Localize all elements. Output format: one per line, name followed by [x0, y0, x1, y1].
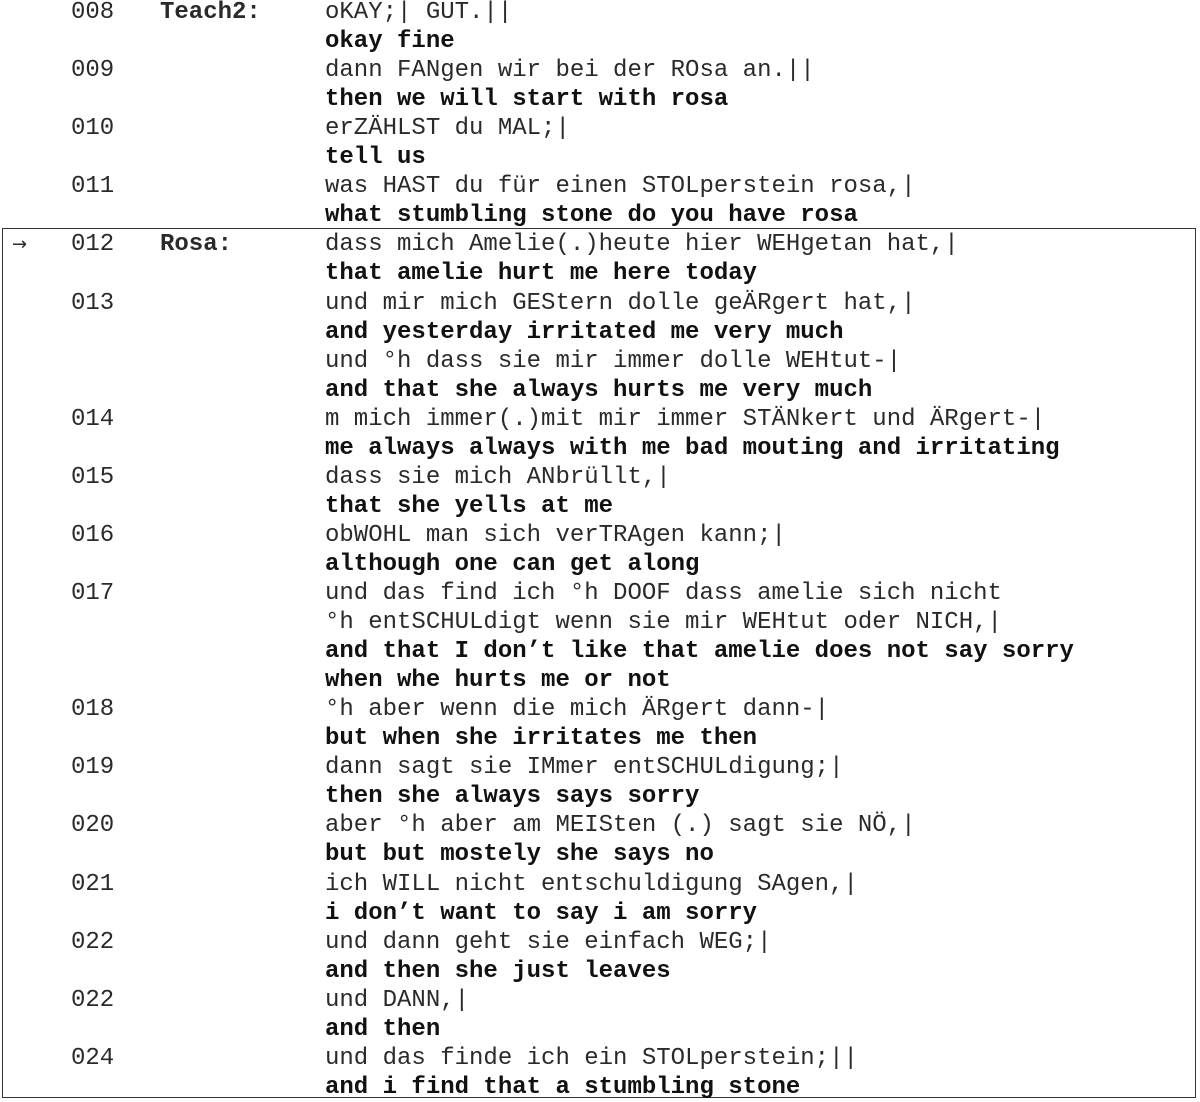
original-utterance: und °h dass sie mir immer dolle WEHtut-|	[325, 347, 902, 375]
translation: and that she always hurts me very much	[325, 376, 873, 404]
speaker-label: Teach2:	[160, 0, 261, 26]
translation: me always always with me bad mouting and irritating	[325, 434, 1060, 462]
line-number: 019	[71, 754, 115, 782]
translation: okay fine	[325, 28, 455, 56]
original-utterance: obWOHL man sich verTRAgen kann;|	[325, 521, 786, 549]
translation: that she yells at me	[325, 492, 614, 520]
original-utterance: aber °h aber am MEISten (.) sagt sie NÖ,|	[325, 812, 916, 840]
speaker-label: Rosa:	[160, 231, 233, 259]
original-utterance: und das find ich °h DOOF dass amelie sich nicht	[325, 580, 1002, 607]
line-number: 022	[71, 986, 115, 1014]
translation: although one can get along	[325, 550, 700, 578]
original-utterance: und das finde ich ein STOLperstein;||	[325, 1044, 858, 1072]
line-number: 013	[71, 289, 115, 317]
original-utterance: dass sie mich ANbrüllt,|	[325, 463, 671, 491]
translation: then she always says sorry	[325, 783, 700, 811]
line-number: 009	[71, 57, 115, 85]
line-number: 012	[71, 231, 115, 259]
original-utterance: m mich immer(.)mit mir immer STÄNkert und ÄRgert-|	[325, 405, 1046, 433]
original-utterance: °h aber wenn die mich ÄRgert dann-|	[325, 696, 830, 724]
translation: and i find that a stumbling stone	[325, 1073, 801, 1101]
translation: and then	[325, 1015, 441, 1043]
line-number: 008	[71, 0, 115, 26]
line-number: 017	[71, 580, 115, 607]
translation: what stumbling stone do you have rosa	[325, 202, 858, 230]
line-number: 024	[71, 1044, 115, 1072]
original-utterance: dann FANgen wir bei der ROsa an.||	[325, 57, 815, 85]
original-utterance: °h entSCHULdigt wenn sie mir WEHtut oder NICH,|	[325, 609, 1002, 637]
translation: but but mostely she says no	[325, 841, 714, 869]
original-utterance: erZÄHLST du MAL;|	[325, 115, 570, 143]
translation: but when she irritates me then	[325, 725, 758, 753]
line-number: 022	[71, 928, 115, 956]
original-utterance: und mir mich GEStern dolle geÄRgert hat,|	[325, 289, 916, 317]
arrow-icon: →	[12, 234, 28, 256]
line-number: 011	[71, 173, 115, 201]
line-number: 016	[71, 521, 115, 549]
translation: and yesterday irritated me very much	[325, 318, 844, 346]
original-utterance: dann sagt sie IMmer entSCHULdigung;|	[325, 754, 844, 782]
original-utterance: und dann geht sie einfach WEG;|	[325, 928, 772, 956]
original-utterance: oKAY;| GUT.||	[325, 0, 513, 26]
line-number: 014	[71, 405, 115, 433]
line-number: 018	[71, 696, 115, 724]
original-utterance: und DANN,|	[325, 986, 470, 1014]
original-utterance: dass mich Amelie(.)heute hier WEHgetan hat,|	[325, 231, 959, 259]
translation: and then she just leaves	[325, 957, 671, 985]
translation: when whe hurts me or not	[325, 667, 671, 695]
original-utterance: was HAST du für einen STOLperstein rosa,|	[325, 173, 916, 201]
line-number: 021	[71, 870, 115, 898]
translation: that amelie hurt me here today	[325, 260, 758, 288]
line-number: 010	[71, 115, 115, 143]
translation: and that I don’t like that amelie does not say sorry	[325, 638, 1074, 666]
translation: i don’t want to say i am sorry	[325, 899, 758, 927]
translation: then we will start with rosa	[325, 86, 729, 114]
line-number: 020	[71, 812, 115, 840]
original-utterance: ich WILL nicht entschuldigung SAgen,|	[325, 870, 858, 898]
translation: tell us	[325, 144, 426, 172]
line-number: 015	[71, 463, 115, 491]
